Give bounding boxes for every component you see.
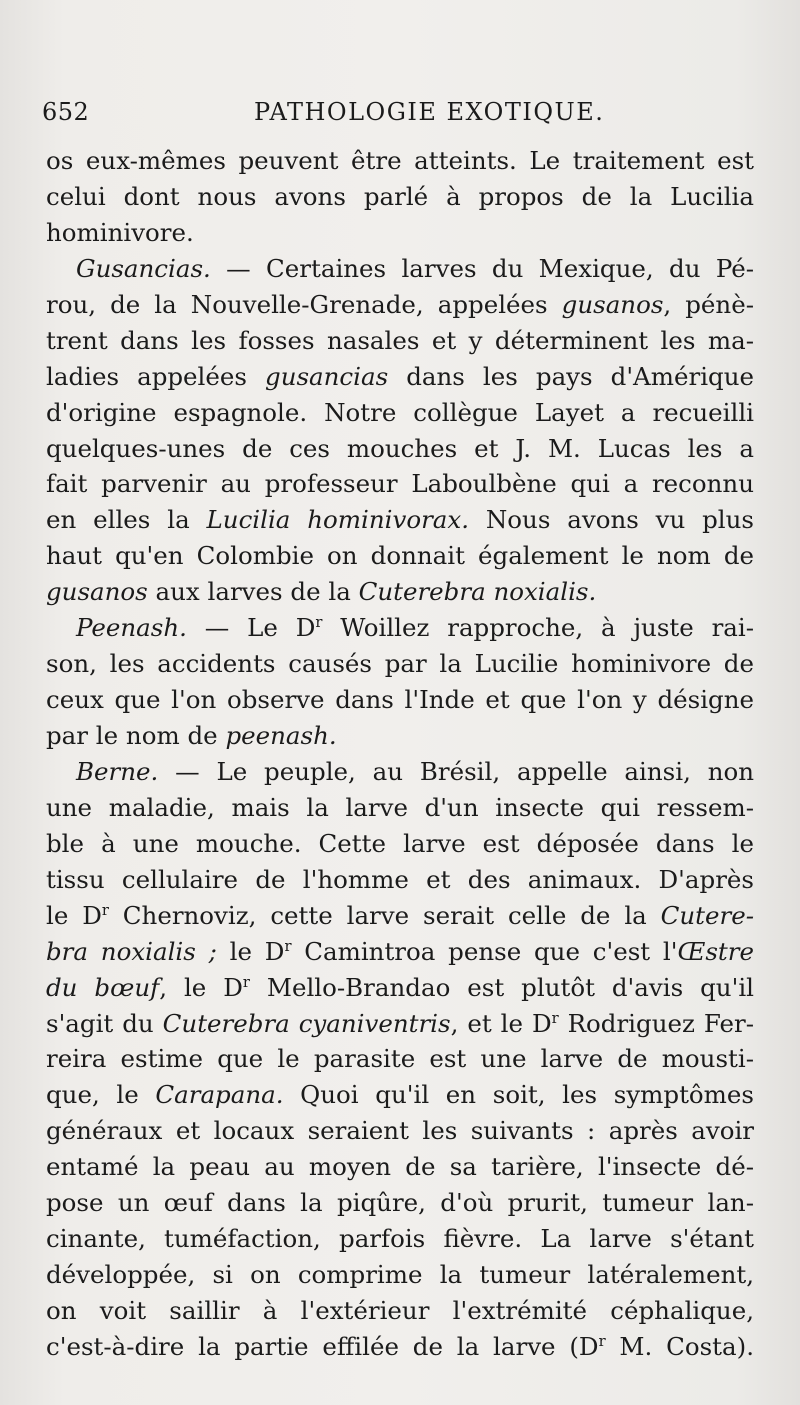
text-line: [46, 1077, 754, 1113]
paragraph-peenash: [46, 610, 754, 646]
text-run: dans les pays d'Amérique: [388, 361, 754, 391]
text-run: M. Costa).: [605, 1331, 754, 1361]
text-run: rou, de la Nouvelle-Grenade, appelées: [46, 289, 562, 319]
text-line: celui dont nous avons parlé à propos de la Lucilia: [46, 181, 754, 211]
text-line: [46, 1329, 754, 1365]
text-line: [46, 359, 754, 395]
text-run: — Le peuple, au Brésil, appelle ainsi, non: [158, 756, 754, 786]
term-italic: peenash.: [225, 721, 337, 750]
term-peenash: Peenash.: [76, 613, 187, 643]
text-line: [46, 1006, 754, 1042]
text-run: aux larves de la: [147, 577, 359, 607]
running-title: PATHOLOGIE EXOTIQUE.: [254, 98, 605, 126]
text-line: [46, 934, 754, 970]
text-line: [46, 287, 754, 323]
text-run: Woillez rapproche, à juste rai-: [322, 613, 754, 643]
text-run: Rodriguez Fer-: [558, 1008, 754, 1038]
text-line: entamé la peau au moyen de sa tarière, l'insecte dé-: [46, 1152, 754, 1182]
text-run: Camintroa pense que c'est l': [291, 936, 678, 966]
superscript: r: [315, 614, 323, 632]
text-run: le D: [216, 936, 285, 966]
text-run: par le nom de: [46, 721, 226, 750]
text-run: ladies appelées: [46, 361, 266, 391]
text-run: , pénè-: [663, 289, 754, 319]
text-run: — Certaines larves du Mexique, du Pé-: [210, 253, 754, 283]
term-italic: gusanos: [561, 289, 664, 319]
term-italic: bra noxialis ;: [46, 936, 217, 966]
text-line: une maladie, mais la larve d'un insecte qui ressem-: [46, 792, 754, 822]
superscript: r: [284, 937, 292, 955]
term-italic: Lucilia hominivorax.: [206, 505, 469, 535]
text-run: Chernoviz, cette larve serait celle de la: [108, 900, 661, 930]
text-line: quelques-unes de ces mouches et J. M. Lucas les a: [46, 433, 754, 463]
text-run: — Le D: [186, 613, 316, 643]
text-line: ceux que l'on observe dans l'Inde et que l'on y désigne: [46, 685, 754, 715]
term-italic: gusanos: [46, 577, 148, 607]
text-run: que, le: [46, 1080, 156, 1110]
text-line: généraux et locaux seraient les suivants : après avoir: [46, 1116, 754, 1146]
superscript: r: [551, 1009, 559, 1027]
superscript: r: [101, 901, 109, 919]
text-run: Mello-Brandao est plutôt d'avis qu'il: [249, 972, 754, 1002]
text-run: s'agit du: [46, 1008, 163, 1038]
term-berne: Berne.: [76, 756, 159, 786]
text-line: développée, si on comprime la tumeur latéralement,: [46, 1260, 754, 1290]
text-line: d'origine espagnole. Notre collègue Layet a recueilli: [46, 397, 754, 427]
term-italic: Œstre: [677, 936, 754, 966]
text-line: [46, 970, 754, 1006]
text-line: tissu cellulaire de l'homme et des animaux. D'après: [46, 864, 754, 894]
text-run: c'est-à-dire la partie effilée de la larve (D: [46, 1331, 599, 1361]
text-line: [46, 718, 754, 754]
superscript: r: [242, 973, 250, 991]
superscript: r: [598, 1333, 606, 1351]
term-gusancias: Gusancias.: [76, 253, 211, 283]
text-run: en elles la: [46, 505, 207, 535]
text-line: pose un œuf dans la piqûre, d'où prurit, tumeur lan-: [46, 1188, 754, 1218]
term-italic: gusancias: [265, 361, 389, 391]
term-italic: Carapana.: [155, 1080, 284, 1110]
text-line: fait parvenir au professeur Laboulbène qui a reconnu: [46, 469, 754, 499]
term-italic: du bœuf: [46, 972, 160, 1002]
page-number: 652: [42, 98, 90, 126]
text-line: trent dans les fosses nasales et y déterminent les ma-: [46, 325, 754, 355]
text-run: le D: [46, 900, 102, 930]
text-line: [46, 502, 754, 538]
term-italic: Cuterebra cyaniventris: [162, 1008, 451, 1038]
text-run: Nous avons vu plus: [469, 505, 754, 535]
text-line: son, les accidents causés par la Lucilie hominivore de: [46, 649, 754, 679]
text-line: on voit saillir à l'extérieur l'extrémité céphalique,: [46, 1296, 754, 1325]
paragraph-gusancias: [46, 251, 754, 287]
paragraph-berne: [46, 754, 754, 790]
text-run: , et le D: [450, 1008, 552, 1038]
text-line: cinante, tuméfaction, parfois fièvre. La larve s'étant: [46, 1224, 754, 1254]
text-run: Quoi qu'il en soit, les symptômes: [283, 1080, 754, 1110]
text-run: , le D: [159, 972, 243, 1002]
text-line: ble à une mouche. Cette larve est déposée dans le: [46, 828, 754, 858]
text-line: os eux-mêmes peuvent être atteints. Le traitement est: [46, 146, 754, 175]
term-italic: Cutere-: [660, 900, 755, 930]
term-italic: Cuterebra noxialis.: [358, 577, 597, 607]
body-text: [46, 143, 754, 1365]
text-line: [46, 574, 754, 610]
text-line: [46, 898, 754, 934]
text-line: hominivore.: [46, 217, 194, 247]
text-line: haut qu'en Colombie on donnait également le nom de: [46, 541, 754, 571]
page-header: [42, 98, 752, 138]
text-line: reira estime que le parasite est une larve de mousti-: [46, 1044, 754, 1074]
